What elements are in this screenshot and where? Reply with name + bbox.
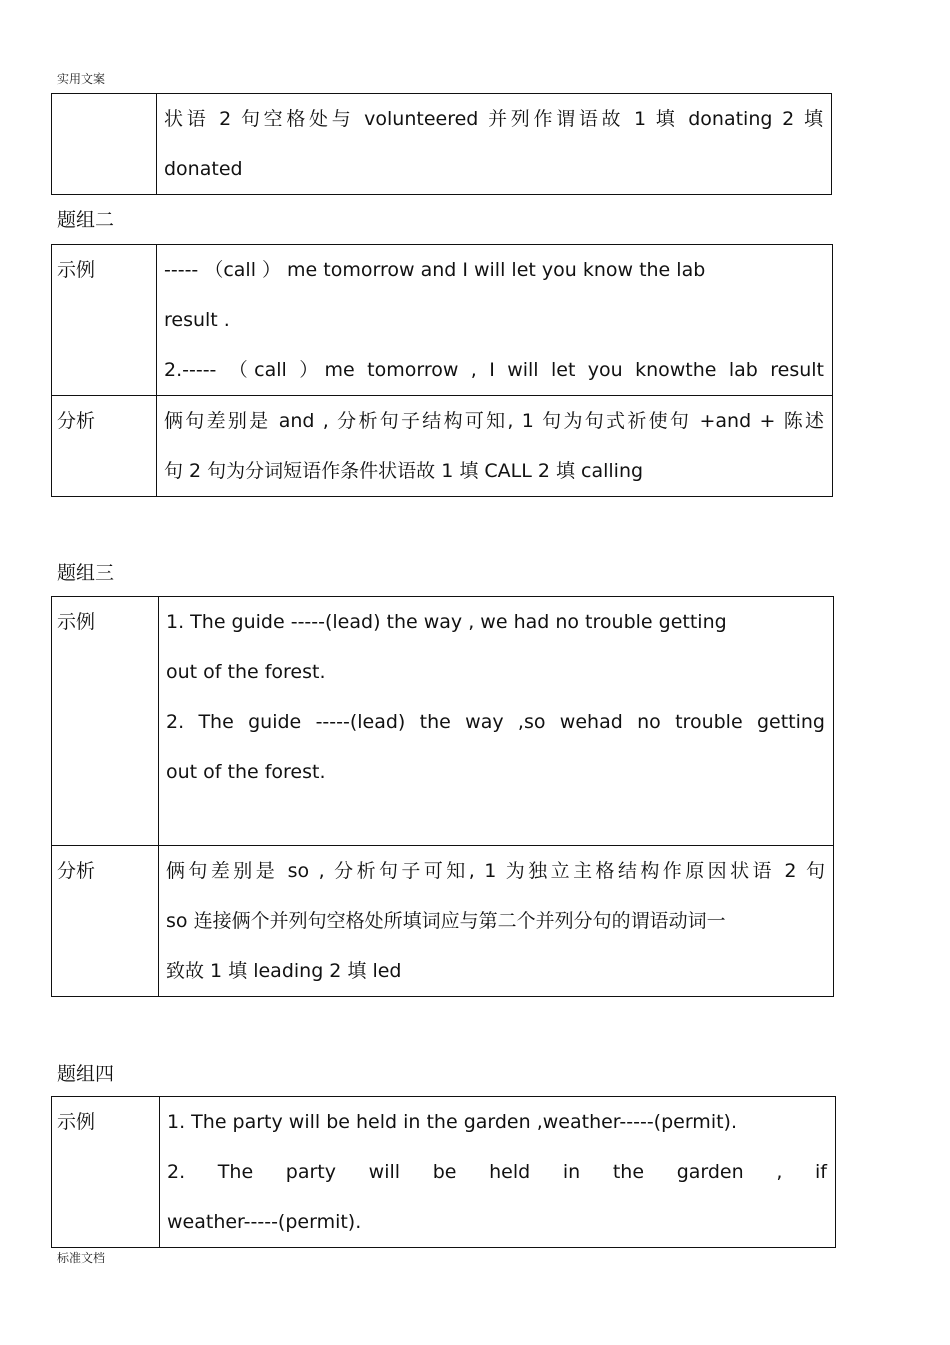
page-header: 实用文案 [57, 72, 106, 86]
group2-example-line-3: 2.----- （call ）me tomorrow , I will let you knowthe lab result [164, 359, 824, 381]
group3-example-label: 示例 [52, 597, 159, 846]
group2-analysis-label: 分析 [52, 396, 157, 497]
group2-analysis-line-2: 句 2 句为分词短语作条件状语故 1 填 CALL 2 填 calling [164, 460, 644, 482]
group2-example-line-2: result . [164, 309, 230, 331]
group3-example-line-1: 1. The guide -----(lead) the way , we had no trouble getting [166, 611, 727, 633]
group3-analysis-label: 分析 [52, 846, 159, 997]
group2-table [51, 244, 833, 497]
group2-analysis-line-1: 俩句差别是 and , 分析句子结构可知, 1 句为句式祈使句 +and + 陈述 [164, 410, 824, 432]
group3-example-line-4: out of the forest. [166, 761, 326, 783]
group3-example-line-3: 2. The guide -----(lead) the way ,so wehad no trouble getting [166, 711, 825, 733]
group1-analysis-line-2: donated [164, 158, 243, 180]
group3-example-line-2: out of the forest. [166, 661, 326, 683]
group3-analysis-line-3: 致故 1 填 leading 2 填 led [166, 960, 402, 982]
group2-example-line-1: ----- （call ） me tomorrow and I will let you know the lab [164, 259, 706, 281]
group1-analysis-cell [157, 94, 832, 195]
group1-label-cell [52, 94, 157, 195]
group2-example-cell [157, 245, 833, 396]
group3-table [51, 596, 834, 997]
group4-example-line-1: 1. The party will be held in the garden ,weather-----(permit). [167, 1111, 737, 1133]
group2-example-label: 示例 [52, 245, 157, 396]
group4-example-line-3: weather-----(permit). [167, 1211, 362, 1233]
page-footer: 标准文档 [57, 1251, 106, 1265]
group4-example-cell [160, 1097, 836, 1248]
group3-analysis-line-2: so 连接俩个并列句空格处所填词应与第二个并列分句的谓语动词一 [166, 910, 726, 932]
group3-example-cell [159, 597, 834, 846]
group3-analysis-cell [159, 846, 834, 997]
group3-title: 题组三 [57, 562, 115, 584]
group4-title: 题组四 [57, 1063, 115, 1085]
group3-analysis-line-1: 俩句差别是 so , 分析句子可知, 1 为独立主格结构作原因状语 2 句 [166, 860, 825, 882]
group4-table [51, 1096, 836, 1248]
group2-analysis-cell [157, 396, 833, 497]
group4-example-label: 示例 [52, 1097, 160, 1248]
group4-example-line-2: 2. The party will be held in the garden , if [167, 1161, 827, 1183]
group1-analysis-line-1: 状语 2 句空格处与 volunteered 并列作谓语故 1 填 donating 2 填 [164, 108, 823, 130]
group1-table [51, 93, 832, 195]
group2-title: 题组二 [57, 209, 115, 231]
